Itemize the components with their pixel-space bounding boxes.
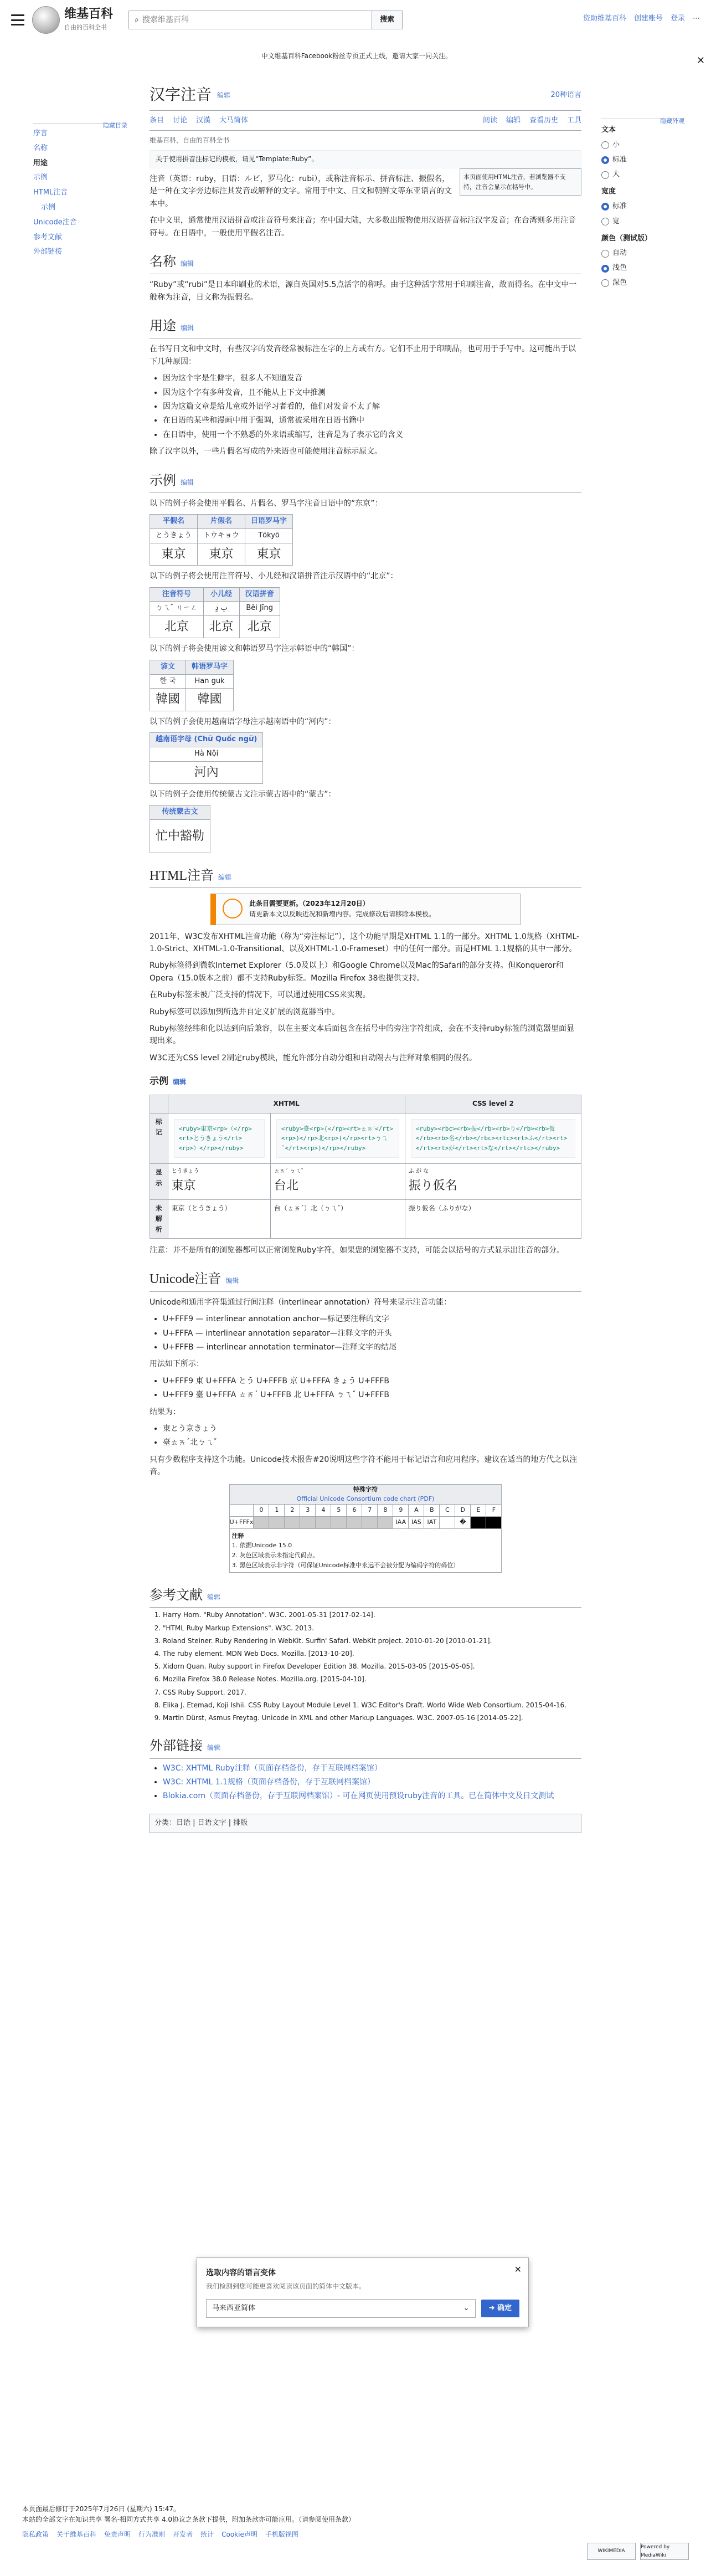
search-input[interactable]	[142, 16, 372, 24]
radio-label: 标准	[612, 202, 627, 211]
option-label: 宽度	[601, 187, 616, 196]
page-title: 汉字注音	[150, 86, 212, 104]
article	[150, 83, 581, 1833]
base-text: 韓國	[150, 689, 186, 711]
tab-variant-hans[interactable]: 汉漢	[196, 116, 211, 125]
search-button[interactable]: 搜索	[372, 11, 403, 29]
notice-title: 此条目需要更新。（2023年12月20日）	[249, 900, 369, 908]
header	[0, 0, 711, 40]
code-block: <ruby><rbc><rb>振</rb><rb>り</rb><rb>仮</rb><rb>名</rb></rbc><rtc><rt>ふ</rt><rt></rt><rt>が</rt><rt>な</rt></rtc></ruby>	[411, 1119, 575, 1158]
close-icon[interactable]: ✕	[697, 55, 705, 66]
radio-text-standard[interactable]	[601, 155, 684, 166]
base-text: 振り仮名	[408, 1179, 457, 1193]
col-header: 5	[331, 1504, 347, 1516]
table-of-contents	[33, 111, 127, 261]
section-heading: 参考文献	[150, 1588, 203, 1603]
table-header: 日语罗马字	[245, 515, 293, 529]
toc-item[interactable]: 外部链接	[33, 248, 63, 256]
list-item: • U+FFF9 東 U+FFFA とう U+FFFB 京 U+FFFA きょう U+FFFB	[163, 1375, 581, 1387]
site-logo[interactable]	[32, 6, 113, 34]
base-text: 台北	[274, 1179, 298, 1193]
table-header: CSS level 2	[405, 1095, 581, 1113]
list-item: • U+FFFA — interlinear annotation separator—注释文字的开头	[163, 1327, 581, 1340]
base-text: 東京	[198, 543, 245, 565]
radio-label: 大	[612, 170, 620, 179]
ruby-text: ㄊㄞˊ ㄅㄟˇ	[274, 1168, 304, 1175]
base-text: 東京	[171, 1179, 196, 1193]
footer-link[interactable]: 统计	[200, 2531, 214, 2539]
logo-subtitle: 自由的百科全书	[64, 23, 107, 31]
clock-icon	[223, 899, 243, 918]
chart-note: 2. 灰色区域表示未指定代码点。	[231, 1551, 319, 1559]
reference-item: 5. Xidorn Quan. Ruby support in Firefox Developer Edition 38. Mozilla. 2015-03-05 [2015-05-05].	[163, 1661, 581, 1672]
confirm-button[interactable]	[481, 2300, 519, 2318]
col-header: D	[455, 1504, 471, 1516]
radio-width-wide[interactable]	[601, 216, 684, 228]
subtitle: 维基百科，自由的百科全书	[150, 136, 230, 144]
section-heading: 示例	[150, 473, 176, 488]
example-table-tokyo	[150, 514, 293, 566]
reference-item: 8. Elika J. Etemad, Koji Ishii. CSS Ruby Layout Module Level 1. W3C Editor's Draft. World Wide Web Consortium. 2015-04-16.	[163, 1700, 581, 1711]
toc-item[interactable]: Unicode注音	[33, 218, 77, 227]
variant-select-value: 马来西亚简体	[212, 2303, 256, 2312]
wikimedia-badge[interactable]: WIKIMEDIA	[587, 2543, 636, 2560]
ruby-text: Běi Jīng	[239, 602, 280, 616]
mediawiki-badge[interactable]: Powered by MediaWiki	[640, 2543, 689, 2560]
radio-text-large[interactable]	[601, 169, 684, 181]
license-text: 本站的全部文字在知识共享 署名-相同方式共享 4.0协议之条款下提供，附加条款亦可能应用。（请参阅使用条款）	[22, 2516, 356, 2524]
external-link[interactable]: Blokia.com（页面存档备份，存于互联网档案馆）- 可在网页使用预设ruby注音的工具。已在简体中文及日文测试	[163, 1792, 554, 1801]
variant-select[interactable]	[206, 2299, 476, 2318]
comparison-table	[150, 1095, 581, 1239]
row-header: 显示	[150, 1164, 168, 1199]
ruby-text: بِ دٍ	[203, 602, 239, 616]
dialog-description: 我们检测到您可能更喜欢阅读该页面的简体中文版本。	[206, 2282, 366, 2291]
toc-hide-button[interactable]: 隐藏	[103, 122, 115, 129]
section-edit-link[interactable]: 编辑	[207, 1593, 221, 1602]
donate-link[interactable]: 资助维基百科	[583, 14, 626, 23]
paragraph: Ruby标签得到微软Internet Explorer（5.0及以上）和Google Chrome以及Mac的Safari的部分支持。但Konqueror和Opera（15.0版本之前）都不支持Ruby标签。Mozilla Firefox 38也提供支持。	[150, 961, 564, 983]
ruby-text: トウキョウ	[198, 529, 245, 543]
paragraph: 在Ruby标签未被广泛支持的情况下，可以通过使用CSS来实现。	[150, 991, 370, 1000]
reference-item: 7. CSS Ruby Support. 2017.	[163, 1687, 581, 1698]
base-text: 東京	[245, 543, 293, 565]
ruby-text: とうきょう	[171, 1168, 199, 1175]
globe-icon	[32, 6, 60, 34]
section-heading: Unicode注音	[150, 1272, 221, 1287]
list-item: • 因为这篇文章是给儿童或外语学习者看的，他们对发音不太了解	[163, 401, 581, 413]
table-header: XHTML	[168, 1095, 405, 1113]
list-item: • 臺ㄊㄞˊ北ㄅㄟˇ	[163, 1436, 581, 1449]
radio-label: 宽	[612, 217, 620, 225]
list-item: • 因为这个字有多种发音，且不能从上下文中推测	[163, 387, 581, 399]
appearance-panel	[601, 111, 684, 293]
col-header: 1	[269, 1504, 285, 1516]
search-icon: ⌕	[135, 15, 139, 24]
radio-label: 自动	[612, 249, 627, 258]
tab-tools[interactable]: 工具	[566, 116, 581, 125]
ruby-text: ふ が な	[408, 1168, 429, 1175]
radio-label: 浅色	[612, 264, 627, 273]
section-heading: 名称	[150, 254, 176, 269]
section-edit-link[interactable]: 编辑	[218, 873, 232, 881]
base-text: 忙中豁勒	[150, 819, 210, 853]
footer-link[interactable]: Cookie声明	[221, 2531, 257, 2539]
example-table-mongol	[150, 805, 210, 853]
chevron-down-icon: ⌄	[463, 2303, 470, 2312]
ruby-text: Han guk	[186, 674, 234, 689]
ruby-notice-box: 本页面使用HTML注音，若浏览器不支持，注音会显示在括号中。	[460, 168, 581, 196]
table-header: 汉语拼音	[239, 587, 280, 602]
row-header: U+FFFx	[229, 1516, 254, 1528]
site-notice-text: 中文维基百科Facebook粉丝专页正式上线，邀请大家一同关注。	[261, 52, 452, 60]
tab-talk[interactable]: 讨论	[173, 116, 188, 125]
paragraph: 除了汉字以外，一些片假名写成的外来语也可能使用注音标示原文。	[150, 447, 382, 456]
reference-item: 3. Roland Steiner. Ruby Rendering in WebKit. Surfin' Safari. WebKit project. 2010-01-20 [2010-01-21].	[163, 1636, 581, 1646]
arrow-right-icon: ➜	[488, 2303, 497, 2312]
base-text: 北京	[203, 616, 239, 638]
example-table-beijing	[150, 587, 280, 639]
toc-item[interactable]: 序言	[33, 129, 48, 137]
section-edit-link[interactable]: 编辑	[207, 1744, 221, 1752]
toc-title: 目录	[115, 122, 127, 129]
chart-link[interactable]: Official Unicode Consortium code chart (PDF)	[296, 1495, 435, 1503]
col-header: 8	[378, 1504, 393, 1516]
paragraph: 注意：并不是所有的浏览器都可以正常浏览Ruby字符，如果您的浏览器不支持，可能会以括号的方式显示出注音的部分。	[150, 1246, 565, 1255]
table-header: 注音符号	[150, 587, 204, 602]
col-header: B	[424, 1504, 440, 1516]
tab-article[interactable]: 条目	[150, 116, 164, 125]
last-edited: 本页面最后修订于2025年7月26日 (星期六) 15:47。	[22, 2505, 181, 2513]
reference-item: 6. Mozilla Firefox 38.0 Release Notes. Mozilla.org. [2015-04-10].	[163, 1674, 581, 1685]
language-variant-dialog	[197, 2257, 529, 2327]
update-notice	[210, 894, 521, 925]
dialog-title: 选取内容的语言变体	[206, 2269, 276, 2277]
chart-note: 注释	[231, 1532, 244, 1540]
col-header: 3	[300, 1504, 316, 1516]
raw-text: 振り仮名（ふりがな）	[405, 1199, 581, 1239]
col-header: C	[440, 1504, 455, 1516]
example-table-hanoi	[150, 732, 263, 784]
ruby-text: Hà Nội	[150, 747, 263, 761]
reference-item: 1. Harry Horn. "Ruby Annotation". W3C. 2001-05-31 [2017-02-14].	[163, 1610, 581, 1620]
list-item: • 東とう京きょう	[163, 1423, 581, 1435]
create-account-link[interactable]: 创建账号	[633, 14, 663, 23]
list-item: • U+FFF9 臺 U+FFFA ㄊㄞˊ U+FFFB 北 U+FFFA ㄅㄟˇ U+FFFB	[163, 1389, 581, 1401]
chart-note: 1. 依据Unicode 15.0	[231, 1542, 292, 1549]
row-header: 标记	[150, 1113, 168, 1164]
footer-link[interactable]: 手机版视图	[265, 2531, 298, 2539]
reference-item: 2. "HTML Ruby Markup Extensions". W3C. 2013.	[163, 1623, 581, 1634]
paragraph: Ruby标签可以添加到所选并自定义扩展的浏览器当中。	[150, 1007, 340, 1017]
base-text: 河內	[150, 761, 263, 783]
list-item: • 在日语中，使用一个不熟悉的外来语或缩写，注音是为了表示它的含义	[163, 429, 581, 441]
site-notice	[150, 51, 564, 66]
tab-history[interactable]: 查看历史	[529, 116, 558, 125]
example-caption: 以下的例子将会使用注音符号、小儿经和汉语拼音注示汉语中的“北京”：	[150, 572, 398, 581]
ruby-text: ㄅㄟˇ ㄐㄧㄥ	[150, 602, 204, 616]
col-header: 0	[254, 1504, 269, 1516]
toc-item[interactable]: 示例	[33, 173, 48, 182]
close-icon[interactable]: ✕	[514, 2264, 522, 2275]
base-text: 北京	[150, 616, 204, 638]
section-edit-link[interactable]: 编辑	[181, 259, 194, 268]
toc-item[interactable]: 参考文献	[33, 233, 63, 242]
table-header: 小儿经	[203, 587, 239, 602]
col-header: E	[471, 1504, 486, 1516]
col-header: F	[486, 1504, 502, 1516]
unicode-chart: 特殊字符 Official Unicode Consortium code chart (PDF) 0 1 2 3 4 5 6 7 8 9 A B C D E F U+FFFx IAA IAS IAT � 注释 1. 依据Unicode 15.0 2. 灰色区域表示未指定代码点。 3. 黑色区域表示非字符（可保证Unicode标准中永远不会被分配为编码字符的码位）	[229, 1484, 502, 1573]
section-edit-link[interactable]: 编辑	[225, 1277, 239, 1285]
code-block: <ruby>臺<rp>(</rp><rt>ㄊㄞˊ</rt><rp>)</rp>北<rp>(</rp><rt>ㄅㄟˇ</rt><rp>)</rp></ruby>	[276, 1119, 399, 1158]
ruby-text: Tōkyō	[245, 529, 293, 543]
list-item: • 在日语的某些和漫画中用于强调，通常被采用在日语书籍中	[163, 414, 581, 427]
panel-title: 外观	[672, 117, 684, 125]
paragraph: Ruby标签经纬和化以达到向后兼容，以在主要文本后面包含在括号中的旁注字符组成，会在不支持ruby标签的浏览器里面显现出来。	[150, 1024, 574, 1046]
table-header: 平假名	[150, 515, 198, 529]
login-link[interactable]: 登录	[670, 14, 685, 23]
section-heading: HTML注音	[150, 868, 214, 883]
radio-width-standard[interactable]	[601, 201, 684, 213]
reference-list	[163, 1610, 581, 1723]
row-header: 未解析	[150, 1199, 168, 1239]
external-link[interactable]: W3C: XHTML Ruby注释（页面存档备份，存于互联网档案馆）	[163, 1763, 382, 1773]
paragraph: 用法如下所示：	[150, 1359, 204, 1369]
toc-item[interactable]: 示例	[41, 203, 56, 212]
table-header: 传统蒙古文	[150, 805, 210, 820]
section-edit-link[interactable]: 编辑	[173, 1078, 187, 1086]
table-header: 谚文	[150, 660, 186, 674]
lead-paragraph: 在中文里，通常使用汉语拼音或注音符号来注音；在中国大陆，大多数出版物使用汉语拼音标注汉字发音；在台湾则多用注音符号。在日语中，一般使用平假名注音。	[150, 216, 576, 238]
language-button[interactable]: 20种语言	[550, 91, 581, 99]
reference-item: 4. The ruby element. MDN Web Docs. Mozilla. [2013-10-20].	[163, 1649, 581, 1659]
col-header: 2	[285, 1504, 300, 1516]
radio-color-auto[interactable]	[601, 248, 684, 259]
panel-hide-button[interactable]: 隐藏	[660, 117, 672, 125]
list-item: • U+FFFB — interlinear annotation terminator—注释文字的结尾	[163, 1341, 581, 1353]
section-edit-link[interactable]: 编辑	[181, 478, 194, 486]
notice-text: 请更新本文以反映近况和新增内容。完成修改后请移除本模板。	[249, 910, 436, 918]
footer-link[interactable]: 关于维基百科	[56, 2531, 97, 2539]
search-box	[128, 11, 372, 29]
list-item: • U+FFF9 — interlinear annotation anchor—标记要注释的文字	[163, 1313, 581, 1325]
title-edit-link[interactable]: 编辑	[217, 91, 231, 99]
toc-item[interactable]: HTML注音	[33, 188, 68, 197]
base-text: 東京	[150, 543, 198, 565]
paragraph: 2011年，W3C发布XHTML注音功能（称为“旁注标记”），这个功能早期是XHTML 1.1的一部分。XHTML 1.0规格（XHTML-1.0-Strict、XHTML-1.0-Transitional、以及XHTML-1.0-Frameset）中的任何一部分。而是HTML 1.1规格的其中一部分。	[150, 932, 580, 954]
footer	[22, 2504, 687, 2541]
external-link[interactable]: W3C: XHTML 1.1规格（页面存档备份，存于互联网档案馆）	[163, 1777, 375, 1787]
category-bar[interactable]: 分类：日语 | 日语文字 | 排版	[150, 1814, 581, 1833]
col-header: 4	[316, 1504, 331, 1516]
footer-link[interactable]: 免责声明	[104, 2531, 131, 2539]
radio-color-light[interactable]	[601, 263, 684, 274]
example-caption: 以下的例子将会使用平假名、片假名、罗马字注音日语中的“东京”：	[150, 499, 383, 508]
table-header: 片假名	[198, 515, 245, 529]
chart-title: 特殊字符	[353, 1485, 378, 1493]
col-header: 7	[362, 1504, 378, 1516]
ruby-text: 한 국	[150, 674, 186, 689]
col-header: 9	[393, 1504, 409, 1516]
section-edit-link[interactable]: 编辑	[181, 324, 194, 332]
radio-text-small[interactable]	[601, 140, 684, 151]
paragraph: “Ruby”或“rubi”是日本印刷业的术语，源自英国对5.5点活字的称呼。由于这种活字常用于印刷注音，故而得名。在中文中一般称为注音，日文称为振假名。	[150, 280, 577, 302]
toc-item[interactable]: 用途	[33, 158, 48, 167]
logo-title: 维基百科	[64, 6, 114, 21]
lead-paragraph: 注音（英语：ruby，日语：ルビ，罗马化：rubi），或称注音标示、拼音标注、振假名，是一种在文字旁边标注其发音或解释的文字。常用于中文、日文和朝鲜文等东亚语言的文本中。	[150, 174, 452, 208]
code-block: <ruby>東京<rp>（</rp><rt>とうきょう</rt><rp>）</rp></ruby>	[174, 1119, 265, 1158]
radio-color-dark[interactable]	[601, 278, 684, 289]
radio-label: 小	[612, 140, 620, 149]
subsection-heading: 示例	[150, 1076, 168, 1087]
paragraph: 结果为：	[150, 1407, 181, 1417]
tab-edit[interactable]: 编辑	[506, 116, 521, 125]
col-header: A	[409, 1504, 424, 1516]
paragraph: W3C还为CSS level 2制定ruby模块，能允许部分自动分组和自动隔去与注释对象相同的假名。	[150, 1053, 477, 1063]
radio-label: 标准	[612, 155, 627, 164]
table-header: 越南语字母 (Chữ Quốc ngữ)	[150, 732, 263, 747]
example-caption: 以下的例子会使用传统蒙古文注示蒙古语中的“蒙古”：	[150, 789, 336, 799]
tab-read[interactable]: 阅读	[482, 116, 497, 125]
base-text: 韓國	[186, 689, 234, 711]
footer-link[interactable]: 行为准则	[138, 2531, 166, 2539]
footer-link[interactable]: 隐私政策	[22, 2531, 49, 2539]
example-caption: 以下的例子会使用越南语字母注示越南语中的“河内”：	[150, 717, 336, 726]
section-heading: 外部链接	[150, 1739, 203, 1754]
footer-link[interactable]: 开发者	[173, 2531, 193, 2539]
base-text: 北京	[239, 616, 280, 638]
section-heading: 用途	[150, 319, 176, 334]
example-caption: 以下的例子将会使用谚文和韩语罗马字注示韩语中的“韩国”：	[150, 644, 359, 654]
chart-note: 3. 黑色区域表示非字符（可保证Unicode标准中永远不会被分配为编码字符的码位）	[231, 1561, 460, 1569]
radio-label: 深色	[612, 278, 627, 287]
option-label: 颜色（测试版）	[601, 234, 652, 243]
ruby-text: とうきょう	[150, 529, 198, 543]
paragraph: Unicode和通用字符集通过行间注释（interlinear annotation）符号来显示注音功能：	[150, 1297, 452, 1307]
more-icon[interactable]: ⋯	[693, 14, 700, 23]
raw-text: 台（ㄊㄞˊ）北（ㄅㄟˇ）	[270, 1199, 405, 1239]
example-table-korea	[150, 660, 234, 711]
hatnote: 关于使用拼音注标记的模板，请见“Template:Ruby”。	[150, 150, 581, 168]
option-label: 文本	[601, 126, 616, 134]
table-header: 韩语罗马字	[186, 660, 234, 674]
paragraph: 在书写日文和中文时，有些汉字的发音经常被标注在字的上方或右方。它们不止用于印刷品，也可用于手写中。这可能出于以下几种原因：	[150, 345, 576, 366]
table-header	[150, 1095, 168, 1113]
raw-text: 東京（とうきょう）	[168, 1199, 270, 1239]
list-item: • 因为这个字是生僻字，很多人不知道发音	[163, 372, 581, 384]
tab-variant-my[interactable]: 大马简体	[219, 116, 249, 125]
reference-item: 9. Martin Dürst, Asmus Freytag. Unicode in XML and other Markup Languages. W3C. 2007-05-16 [2014-05-22].	[163, 1713, 581, 1723]
confirm-button-label: 确定	[497, 2303, 512, 2312]
toc-item[interactable]: 名称	[33, 143, 48, 152]
col-header: 6	[347, 1504, 362, 1516]
paragraph: 只有少数程序支持这个功能。Unicode技术报告#20说明这些字符不能用于标记语言和应用程序。建议在适当的地方代之以注音。	[150, 1455, 578, 1477]
menu-icon[interactable]	[11, 14, 24, 25]
